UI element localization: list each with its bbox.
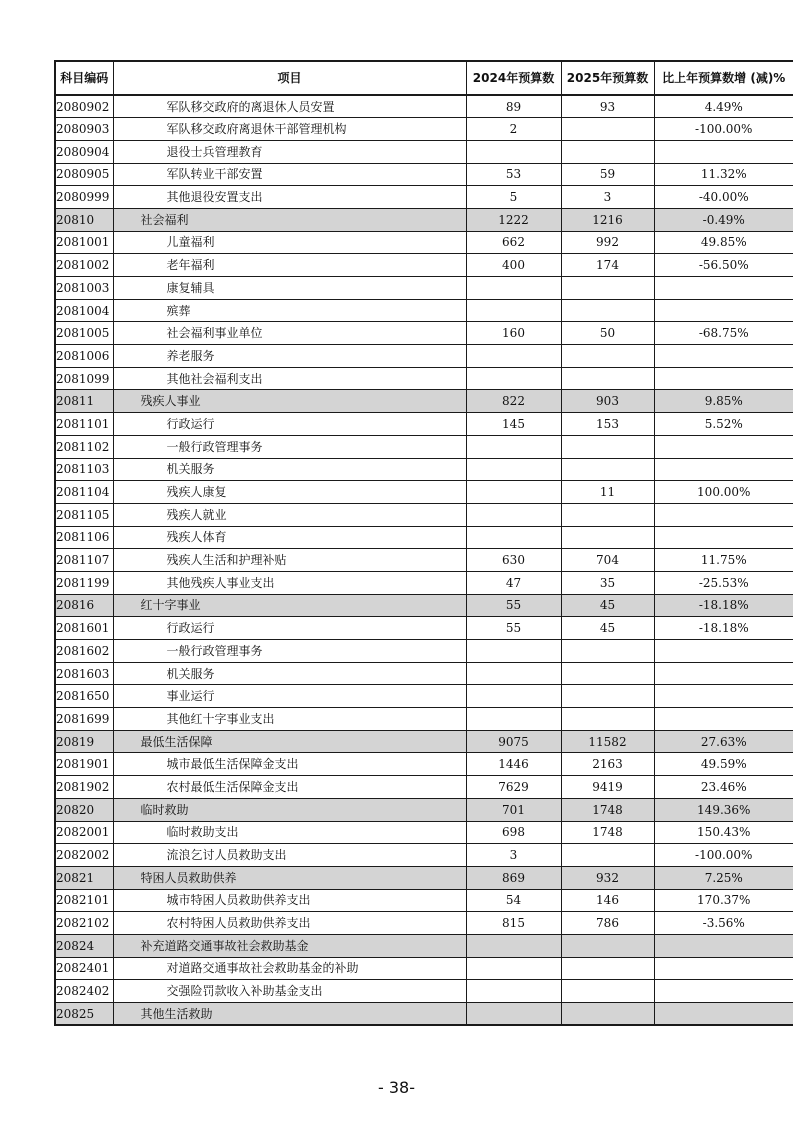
- table-row: [55, 753, 793, 776]
- row-2024-value: [466, 980, 561, 1003]
- row-code: 2081602: [55, 640, 113, 663]
- row-2025-value: 3: [561, 186, 654, 209]
- row-change-percent: 11.32%: [654, 163, 793, 186]
- row-code: 20816: [55, 594, 113, 617]
- row-2025-value: [561, 844, 654, 867]
- row-change-percent: -25.53%: [654, 571, 793, 594]
- row-2025-value: [561, 685, 654, 708]
- row-2025-value: 704: [561, 549, 654, 572]
- row-item-name: 军队移交政府的离退休人员安置: [113, 95, 466, 118]
- row-item-name: 一般行政管理事务: [113, 640, 466, 663]
- row-2024-value: 53: [466, 163, 561, 186]
- row-code: 2081650: [55, 685, 113, 708]
- row-code: 2081002: [55, 254, 113, 277]
- row-item-name: 儿童福利: [113, 231, 466, 254]
- row-2024-value: [466, 481, 561, 504]
- row-2024-value: [466, 345, 561, 368]
- row-item-name: 对道路交通事故社会救助基金的补助: [113, 957, 466, 980]
- row-2024-value: [466, 708, 561, 731]
- table-row: [55, 254, 793, 277]
- row-2025-value: 1748: [561, 821, 654, 844]
- row-code: 2081005: [55, 322, 113, 345]
- row-code: 2080902: [55, 95, 113, 118]
- row-change-percent: [654, 708, 793, 731]
- row-change-percent: [654, 685, 793, 708]
- row-code: 2081099: [55, 367, 113, 390]
- row-item-name: 机关服务: [113, 458, 466, 481]
- row-change-percent: 23.46%: [654, 776, 793, 799]
- row-change-percent: [654, 662, 793, 685]
- row-change-percent: [654, 140, 793, 163]
- row-2025-value: [561, 708, 654, 731]
- row-2025-value: 1748: [561, 798, 654, 821]
- row-change-percent: [654, 345, 793, 368]
- row-item-name: 城市最低生活保障金支出: [113, 753, 466, 776]
- row-change-percent: 11.75%: [654, 549, 793, 572]
- row-2024-value: 630: [466, 549, 561, 572]
- row-2024-value: 47: [466, 571, 561, 594]
- row-item-name: 临时救助支出: [113, 821, 466, 844]
- budget-table: [54, 60, 793, 1026]
- header-change-percent: 比上年预算数增 (减)%: [654, 61, 793, 95]
- row-item-name: 社会福利: [113, 208, 466, 231]
- row-item-name: 补充道路交通事故社会救助基金: [113, 934, 466, 957]
- row-2025-value: [561, 345, 654, 368]
- row-item-name: 红十字事业: [113, 594, 466, 617]
- row-item-name: 老年福利: [113, 254, 466, 277]
- row-item-name: 农村特困人员救助供养支出: [113, 912, 466, 935]
- row-2024-value: 7629: [466, 776, 561, 799]
- row-code: 2081901: [55, 753, 113, 776]
- row-change-percent: 49.85%: [654, 231, 793, 254]
- row-2024-value: 145: [466, 413, 561, 436]
- row-change-percent: -100.00%: [654, 118, 793, 141]
- row-item-name: 残疾人生活和护理补贴: [113, 549, 466, 572]
- table-row: [55, 821, 793, 844]
- table-row: [55, 844, 793, 867]
- category-row: [55, 1003, 793, 1026]
- row-2024-value: 2: [466, 118, 561, 141]
- row-2025-value: [561, 957, 654, 980]
- row-code: 20810: [55, 208, 113, 231]
- row-change-percent: 27.63%: [654, 730, 793, 753]
- table-row: [55, 163, 793, 186]
- row-2024-value: 701: [466, 798, 561, 821]
- table-row: [55, 367, 793, 390]
- row-2025-value: [561, 458, 654, 481]
- table-header-row: [55, 61, 793, 95]
- row-change-percent: [654, 526, 793, 549]
- row-change-percent: 9.85%: [654, 390, 793, 413]
- row-2025-value: 11582: [561, 730, 654, 753]
- row-item-name: 农村最低生活保障金支出: [113, 776, 466, 799]
- row-code: 2081001: [55, 231, 113, 254]
- table-body: [55, 95, 793, 1025]
- category-row: [55, 390, 793, 413]
- row-code: 2081107: [55, 549, 113, 572]
- row-2024-value: 89: [466, 95, 561, 118]
- row-2024-value: [466, 685, 561, 708]
- row-code: 2080999: [55, 186, 113, 209]
- row-2024-value: [466, 299, 561, 322]
- row-2025-value: 932: [561, 866, 654, 889]
- row-2024-value: 160: [466, 322, 561, 345]
- header-2025-budget: 2025年预算数: [561, 61, 654, 95]
- row-code: 2081102: [55, 435, 113, 458]
- row-2025-value: [561, 980, 654, 1003]
- row-item-name: 其他社会福利支出: [113, 367, 466, 390]
- row-code: 2080903: [55, 118, 113, 141]
- row-2025-value: [561, 367, 654, 390]
- row-item-name: 最低生活保障: [113, 730, 466, 753]
- row-code: 20819: [55, 730, 113, 753]
- table-row: [55, 413, 793, 436]
- table-row: [55, 662, 793, 685]
- row-2025-value: [561, 299, 654, 322]
- row-2025-value: [561, 118, 654, 141]
- row-change-percent: [654, 299, 793, 322]
- row-2024-value: 3: [466, 844, 561, 867]
- row-2024-value: [466, 367, 561, 390]
- row-code: 20820: [55, 798, 113, 821]
- row-2025-value: 93: [561, 95, 654, 118]
- table-row: [55, 481, 793, 504]
- row-code: 20825: [55, 1003, 113, 1026]
- row-code: 2081104: [55, 481, 113, 504]
- row-change-percent: 100.00%: [654, 481, 793, 504]
- row-2025-value: 992: [561, 231, 654, 254]
- row-item-name: 养老服务: [113, 345, 466, 368]
- row-2024-value: 55: [466, 594, 561, 617]
- page-number: - 38-: [378, 1078, 415, 1097]
- header-2024-budget: 2024年预算数: [466, 61, 561, 95]
- row-2024-value: 869: [466, 866, 561, 889]
- row-2025-value: 153: [561, 413, 654, 436]
- row-2024-value: [466, 526, 561, 549]
- row-item-name: 军队转业干部安置: [113, 163, 466, 186]
- table-row: [55, 685, 793, 708]
- row-2025-value: 2163: [561, 753, 654, 776]
- row-item-name: 残疾人事业: [113, 390, 466, 413]
- header-item: 项目: [113, 61, 466, 95]
- row-item-name: 事业运行: [113, 685, 466, 708]
- row-2025-value: 59: [561, 163, 654, 186]
- row-change-percent: -0.49%: [654, 208, 793, 231]
- table-row: [55, 345, 793, 368]
- row-code: 2081902: [55, 776, 113, 799]
- row-item-name: 退役士兵管理教育: [113, 140, 466, 163]
- row-2025-value: [561, 934, 654, 957]
- table-row: [55, 458, 793, 481]
- row-change-percent: -100.00%: [654, 844, 793, 867]
- row-item-name: 行政运行: [113, 413, 466, 436]
- row-change-percent: [654, 934, 793, 957]
- row-change-percent: [654, 458, 793, 481]
- row-2024-value: 1222: [466, 208, 561, 231]
- row-2025-value: 45: [561, 617, 654, 640]
- row-code: 2082101: [55, 889, 113, 912]
- row-item-name: 交强险罚款收入补助基金支出: [113, 980, 466, 1003]
- row-2025-value: 174: [561, 254, 654, 277]
- row-2024-value: [466, 662, 561, 685]
- table-row: [55, 526, 793, 549]
- row-change-percent: -56.50%: [654, 254, 793, 277]
- row-2025-value: [561, 140, 654, 163]
- row-change-percent: -68.75%: [654, 322, 793, 345]
- category-row: [55, 594, 793, 617]
- row-2024-value: [466, 435, 561, 458]
- row-2025-value: 786: [561, 912, 654, 935]
- row-change-percent: [654, 640, 793, 663]
- table-row: [55, 118, 793, 141]
- row-2025-value: [561, 1003, 654, 1026]
- row-item-name: 机关服务: [113, 662, 466, 685]
- row-item-name: 社会福利事业单位: [113, 322, 466, 345]
- row-2024-value: 815: [466, 912, 561, 935]
- row-code: 2082102: [55, 912, 113, 935]
- category-row: [55, 866, 793, 889]
- row-item-name: 军队移交政府离退休干部管理机构: [113, 118, 466, 141]
- row-item-name: 其他退役安置支出: [113, 186, 466, 209]
- row-item-name: 一般行政管理事务: [113, 435, 466, 458]
- table-row: [55, 889, 793, 912]
- table-row: [55, 299, 793, 322]
- row-code: 2081003: [55, 277, 113, 300]
- table-row: [55, 776, 793, 799]
- header-code: 科目编码: [55, 61, 113, 95]
- row-change-percent: -18.18%: [654, 617, 793, 640]
- row-code: 2081699: [55, 708, 113, 731]
- row-2025-value: 903: [561, 390, 654, 413]
- row-change-percent: 149.36%: [654, 798, 793, 821]
- table-row: [55, 549, 793, 572]
- row-2024-value: [466, 458, 561, 481]
- row-2024-value: 55: [466, 617, 561, 640]
- row-2024-value: 400: [466, 254, 561, 277]
- row-change-percent: [654, 435, 793, 458]
- table-row: [55, 140, 793, 163]
- table-row: [55, 277, 793, 300]
- row-2024-value: 9075: [466, 730, 561, 753]
- category-row: [55, 798, 793, 821]
- row-2025-value: [561, 640, 654, 663]
- row-2024-value: [466, 277, 561, 300]
- row-change-percent: -3.56%: [654, 912, 793, 935]
- row-code: 2082002: [55, 844, 113, 867]
- row-change-percent: [654, 367, 793, 390]
- row-code: 2082001: [55, 821, 113, 844]
- table-row: [55, 640, 793, 663]
- row-item-name: 行政运行: [113, 617, 466, 640]
- row-item-name: 残疾人康复: [113, 481, 466, 504]
- row-item-name: 临时救助: [113, 798, 466, 821]
- row-2024-value: 662: [466, 231, 561, 254]
- row-code: 2081006: [55, 345, 113, 368]
- row-code: 20824: [55, 934, 113, 957]
- table-row: [55, 980, 793, 1003]
- row-change-percent: [654, 503, 793, 526]
- row-code: 2081603: [55, 662, 113, 685]
- row-item-name: 残疾人就业: [113, 503, 466, 526]
- row-item-name: 康复辅具: [113, 277, 466, 300]
- row-2024-value: [466, 503, 561, 526]
- row-2024-value: [466, 934, 561, 957]
- row-code: 20811: [55, 390, 113, 413]
- row-item-name: 残疾人体育: [113, 526, 466, 549]
- row-code: 2080905: [55, 163, 113, 186]
- row-item-name: 特困人员救助供养: [113, 866, 466, 889]
- row-item-name: 其他残疾人事业支出: [113, 571, 466, 594]
- row-change-percent: 4.49%: [654, 95, 793, 118]
- row-code: 2082402: [55, 980, 113, 1003]
- category-row: [55, 208, 793, 231]
- row-2025-value: [561, 526, 654, 549]
- row-change-percent: [654, 957, 793, 980]
- row-change-percent: 5.52%: [654, 413, 793, 436]
- row-code: 2081101: [55, 413, 113, 436]
- row-2024-value: 1446: [466, 753, 561, 776]
- row-2025-value: [561, 435, 654, 458]
- table-row: [55, 912, 793, 935]
- row-code: 2081004: [55, 299, 113, 322]
- row-change-percent: 150.43%: [654, 821, 793, 844]
- row-code: 2081199: [55, 571, 113, 594]
- row-change-percent: [654, 980, 793, 1003]
- row-code: 2081601: [55, 617, 113, 640]
- table-row: [55, 957, 793, 980]
- row-code: 2081106: [55, 526, 113, 549]
- row-change-percent: [654, 277, 793, 300]
- row-2025-value: 1216: [561, 208, 654, 231]
- row-2025-value: 9419: [561, 776, 654, 799]
- row-2025-value: [561, 503, 654, 526]
- table-row: [55, 571, 793, 594]
- row-item-name: 其他红十字事业支出: [113, 708, 466, 731]
- row-change-percent: 49.59%: [654, 753, 793, 776]
- table-row: [55, 708, 793, 731]
- table-row: [55, 617, 793, 640]
- table-row: [55, 186, 793, 209]
- row-2024-value: 5: [466, 186, 561, 209]
- row-2024-value: [466, 640, 561, 663]
- row-code: 20821: [55, 866, 113, 889]
- row-2024-value: [466, 1003, 561, 1026]
- category-row: [55, 934, 793, 957]
- row-code: 2080904: [55, 140, 113, 163]
- row-2024-value: [466, 957, 561, 980]
- row-change-percent: [654, 1003, 793, 1026]
- row-2024-value: [466, 140, 561, 163]
- row-change-percent: -40.00%: [654, 186, 793, 209]
- row-change-percent: -18.18%: [654, 594, 793, 617]
- row-item-name: 其他生活救助: [113, 1003, 466, 1026]
- row-2025-value: 11: [561, 481, 654, 504]
- table-row: [55, 503, 793, 526]
- row-code: 2081105: [55, 503, 113, 526]
- row-2024-value: 698: [466, 821, 561, 844]
- row-item-name: 流浪乞讨人员救助支出: [113, 844, 466, 867]
- table-row: [55, 435, 793, 458]
- row-2025-value: 50: [561, 322, 654, 345]
- row-2024-value: 822: [466, 390, 561, 413]
- row-code: 2082401: [55, 957, 113, 980]
- row-change-percent: 170.37%: [654, 889, 793, 912]
- row-code: 2081103: [55, 458, 113, 481]
- table-row: [55, 322, 793, 345]
- row-item-name: 城市特困人员救助供养支出: [113, 889, 466, 912]
- row-2025-value: [561, 277, 654, 300]
- row-2025-value: 35: [561, 571, 654, 594]
- row-2025-value: 146: [561, 889, 654, 912]
- row-item-name: 殡葬: [113, 299, 466, 322]
- row-change-percent: 7.25%: [654, 866, 793, 889]
- row-2025-value: 45: [561, 594, 654, 617]
- table-row: [55, 95, 793, 118]
- row-2025-value: [561, 662, 654, 685]
- category-row: [55, 730, 793, 753]
- row-2024-value: 54: [466, 889, 561, 912]
- table-row: [55, 231, 793, 254]
